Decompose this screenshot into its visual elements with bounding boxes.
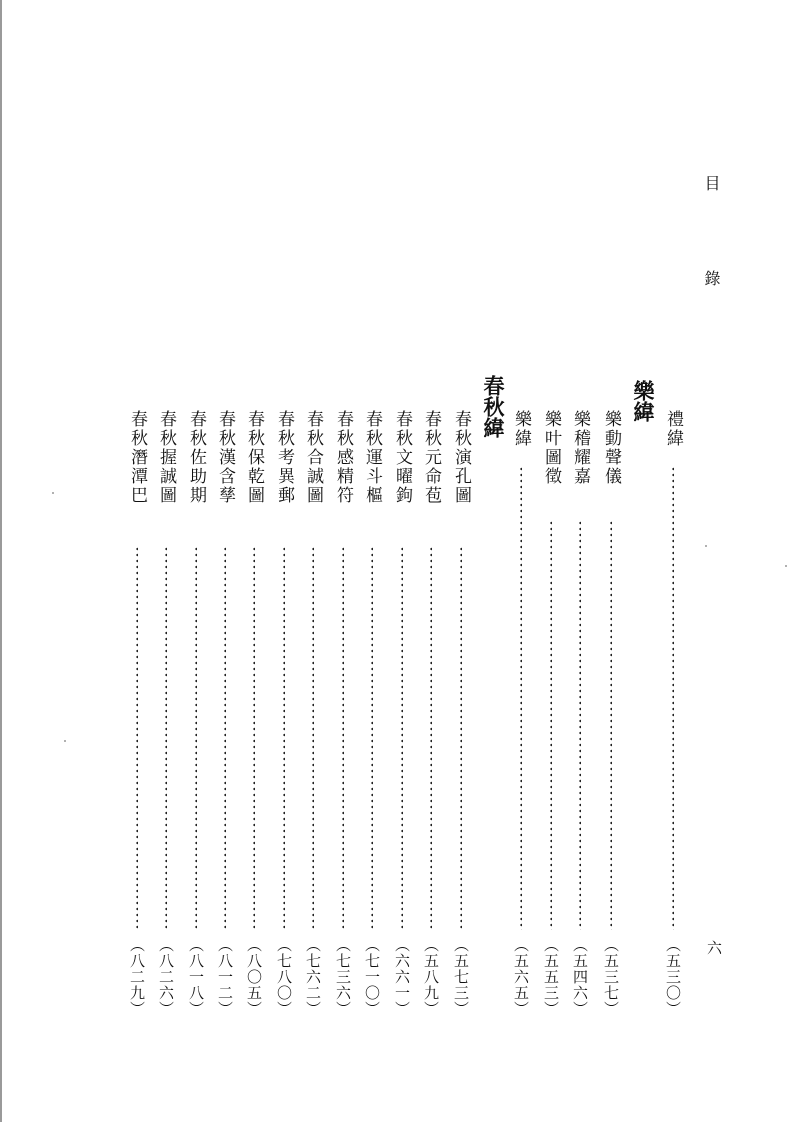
entry-title: 春秋演孔圖 — [451, 410, 471, 505]
toc-entry — [598, 410, 624, 1020]
toc-entry — [241, 410, 267, 1020]
toc-entry — [330, 410, 356, 1020]
entry-page: （七八〇） — [275, 937, 293, 1017]
toc-entry — [359, 410, 385, 1020]
toc-entry — [508, 410, 534, 1020]
entry-title: 禮緯 — [663, 410, 683, 448]
toc-entry — [538, 410, 564, 1020]
section-heading: 春秋緯 — [481, 375, 506, 438]
entry-page: （五五三） — [542, 937, 560, 1017]
toc-entry — [212, 410, 238, 1020]
leader-dots — [342, 546, 344, 930]
entry-title: 春秋合誠圖 — [303, 410, 323, 505]
leader-dots — [371, 546, 373, 930]
toc-entry — [271, 410, 297, 1020]
entry-page: （五六五） — [512, 937, 530, 1017]
entry-page: （八一八） — [187, 937, 205, 1017]
toc-entry — [418, 410, 444, 1020]
leader-dots — [253, 546, 255, 930]
toc-entry — [124, 410, 150, 1020]
leader-dots — [224, 546, 226, 930]
leader-dots — [312, 546, 314, 930]
leader-dots — [430, 546, 432, 930]
entry-page: （五七三） — [452, 937, 470, 1017]
leader-dots — [136, 546, 138, 930]
entry-page: （八二六） — [157, 937, 175, 1017]
leader-dots — [195, 546, 197, 930]
entry-title: 春秋保乾圖 — [244, 410, 264, 505]
page-border — [0, 0, 2, 1122]
toc-entry — [183, 410, 209, 1020]
toc-entry — [567, 410, 593, 1020]
scan-speck — [785, 565, 787, 567]
entry-page: （五三〇） — [664, 937, 682, 1017]
entry-title: 樂叶圖徵 — [541, 410, 561, 486]
page-header: 目 錄 — [702, 175, 721, 316]
entry-page: （五三七） — [602, 937, 620, 1017]
toc-entry — [389, 410, 415, 1020]
entry-page: （八二九） — [128, 937, 146, 1017]
leader-dots — [550, 520, 552, 930]
entry-page: （五八九） — [422, 937, 440, 1017]
entry-title: 春秋握誠圖 — [156, 410, 176, 505]
entry-page: （七六二） — [304, 937, 322, 1017]
entry-title: 春秋感精符 — [333, 410, 353, 505]
leader-dots — [283, 546, 285, 930]
leader-dots — [165, 546, 167, 930]
leader-dots — [460, 546, 462, 930]
scan-speck — [705, 545, 707, 547]
page-number: 六 — [705, 940, 723, 955]
entry-title: 春秋文曜鉤 — [392, 410, 412, 505]
leader-dots — [610, 520, 612, 930]
entry-title: 樂稽耀嘉 — [570, 410, 590, 486]
toc-entry — [448, 410, 474, 1020]
entry-title: 樂動聲儀 — [601, 410, 621, 486]
entry-page: （六六一） — [393, 937, 411, 1017]
toc-entry — [660, 410, 686, 1020]
entry-title: 春秋考異郵 — [274, 410, 294, 505]
leader-dots — [520, 466, 522, 930]
entry-title: 樂緯 — [511, 410, 531, 448]
toc-entry — [300, 410, 326, 1020]
entry-page: （八一二） — [216, 937, 234, 1017]
entry-title: 春秋潛潭巴 — [127, 410, 147, 505]
scan-speck — [52, 492, 54, 494]
section-heading: 樂緯 — [631, 380, 656, 422]
toc-entry — [153, 410, 179, 1020]
leader-dots — [672, 466, 674, 930]
entry-page: （八〇五） — [245, 937, 263, 1017]
entry-title: 春秋佐助期 — [186, 410, 206, 505]
scan-speck — [64, 740, 66, 742]
entry-page: （七三六） — [334, 937, 352, 1017]
entry-title: 春秋元命苞 — [421, 410, 441, 505]
entry-page: （七一〇） — [363, 937, 381, 1017]
leader-dots — [579, 520, 581, 930]
entry-title: 春秋運斗樞 — [362, 410, 382, 505]
leader-dots — [401, 546, 403, 930]
entry-page: （五四六） — [571, 937, 589, 1017]
entry-title: 春秋漢含孳 — [215, 410, 235, 505]
